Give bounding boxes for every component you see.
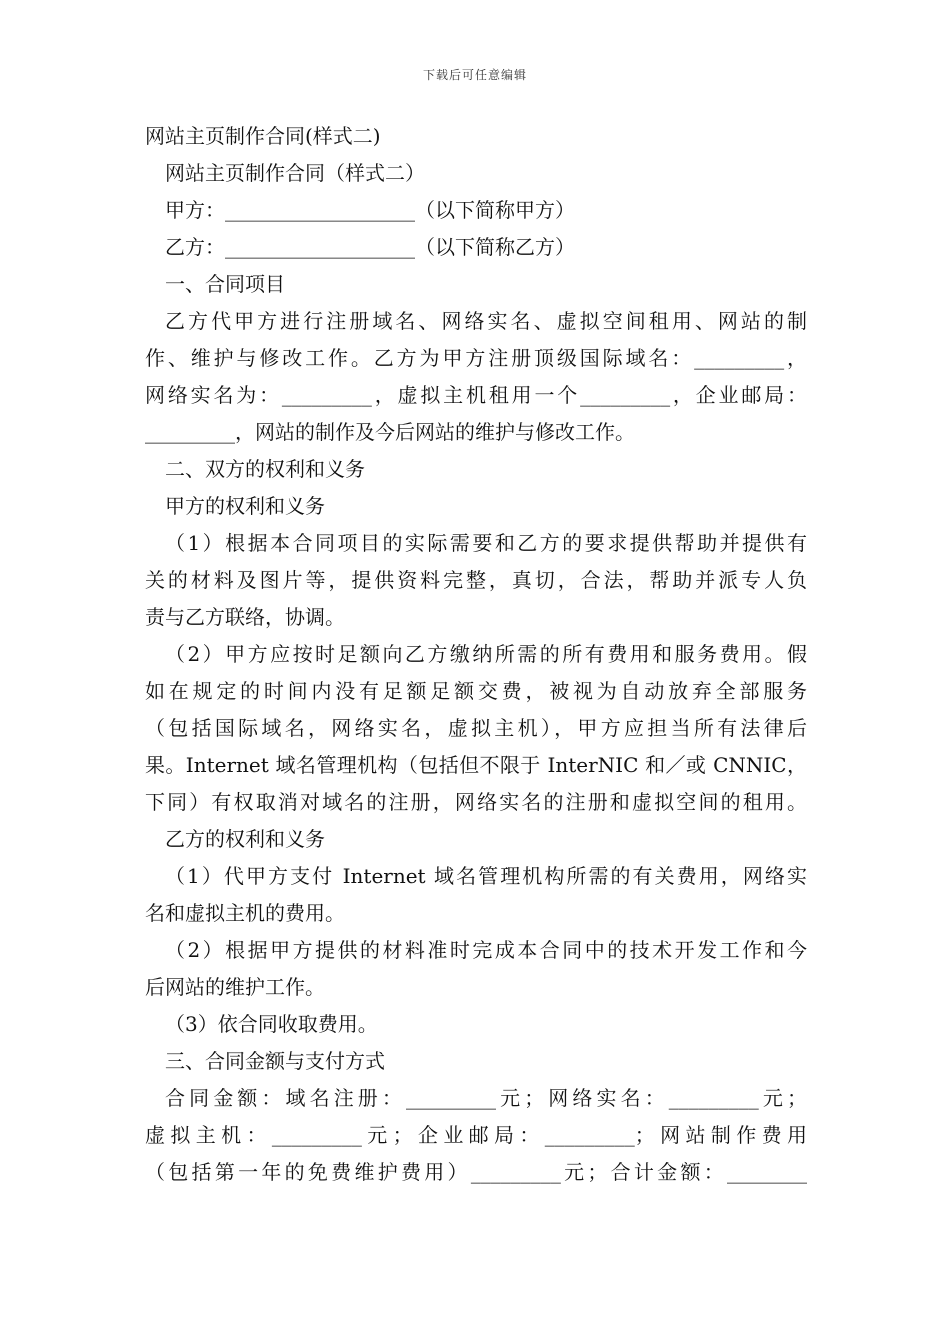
document-body (145, 118, 807, 1191)
paragraph-line: （包括国际域名，网络实名，虚拟主机），甲方应担当所有法律后 (145, 716, 807, 740)
paragraph-line: 如在规定的时间内没有足额足额交费，被视为自动放弃全部服务 (145, 679, 807, 703)
subsection-heading-party-a: 甲方的权利和义务 (165, 494, 325, 518)
party-a-line: 甲方：___________________（以下简称甲方） (165, 198, 575, 222)
paragraph-line: 下同）有权取消对域名的注册，网络实名的注册和虚拟空间的租用。 (145, 790, 807, 814)
paragraph-line: 网络实名为：_________，虚拟主机租用一个_________，企业邮局： (145, 383, 807, 407)
paragraph-line: 名和虚拟主机的费用。 (145, 901, 345, 925)
paragraph-line: （3）依合同收取费用。 (165, 1012, 378, 1036)
paragraph-line: 乙方代甲方进行注册域名、网络实名、虚拟空间租用、网站的制 (165, 309, 807, 333)
document-title: 网站主页制作合同(样式二) (145, 124, 381, 148)
paragraph-line: 作、维护与修改工作。乙方为甲方注册顶级国际域名：_________， (145, 346, 807, 370)
paragraph-line: （2）甲方应按时足额向乙方缴纳所需的所有费用和服务费用。假 (165, 642, 807, 666)
page-header: 下载后可任意编辑 (422, 68, 527, 82)
paragraph-line: （1）根据本合同项目的实际需要和乙方的要求提供帮助并提供有 (165, 531, 807, 555)
section-heading-3: 三、合同金额与支付方式 (165, 1049, 385, 1073)
paragraph-line: 果。Internet 域名管理机构（包括但不限于 InterNIC 和／或 CNNIC， (145, 753, 807, 777)
section-heading-1: 一、合同项目 (165, 272, 285, 296)
section-heading-2: 二、双方的权利和义务 (165, 457, 365, 481)
paragraph-line: _________，网站的制作及今后网站的维护与修改工作。 (145, 420, 635, 444)
subsection-heading-party-b: 乙方的权利和义务 (165, 827, 325, 851)
paragraph-line: （包括第一年的免费维护费用）_________元；合计金额：________ (145, 1160, 807, 1184)
paragraph-line: 关的材料及图片等，提供资料完整，真切，合法，帮助并派专人负 (145, 568, 807, 592)
paragraph-line: 虚拟主机：_________元；企业邮局：_________；网站制作费用 (145, 1123, 807, 1147)
contract-title: 网站主页制作合同（样式二） (165, 161, 425, 185)
paragraph-line: （1）代甲方支付 Internet 域名管理机构所需的有关费用，网络实 (165, 864, 807, 888)
paragraph-line: 责与乙方联络，协调。 (145, 605, 345, 629)
paragraph-line: 合同金额：域名注册：_________元；网络实名：_________元； (165, 1086, 807, 1110)
paragraph-line: （2）根据甲方提供的材料准时完成本合同中的技术开发工作和今 (165, 938, 807, 962)
party-b-line: 乙方：___________________（以下简称乙方） (165, 235, 575, 259)
paragraph-line: 后网站的维护工作。 (145, 975, 325, 999)
